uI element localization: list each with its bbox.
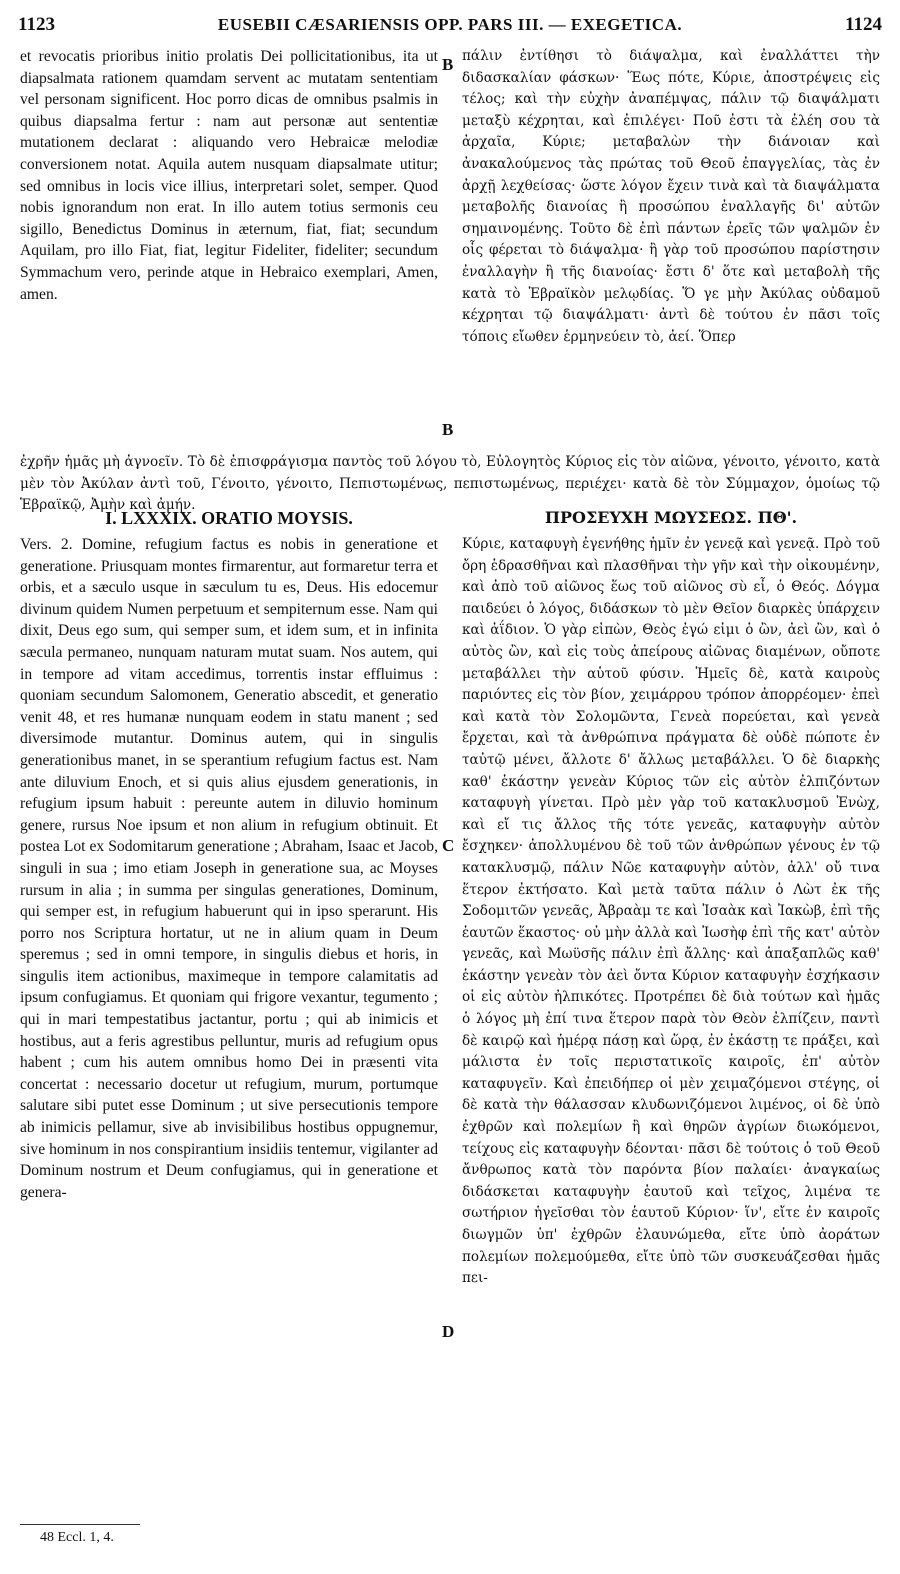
greek-column-top <box>462 46 880 348</box>
running-title: EUSEBII CÆSARIENSIS OPP. PARS III. — EXEGETICA. <box>217 15 683 34</box>
footnote-rule <box>20 1524 140 1525</box>
greek-section-title: ΠΡΟΣΕΥΧΗ ΜΩΥΣΕΩΣ. ΠΘ'. <box>544 508 798 527</box>
latin-column-main <box>20 534 438 1203</box>
right-page-number: 1124 <box>845 14 882 35</box>
latin-column-top <box>20 46 438 305</box>
latin-section-title: I. LXXXIX. ORATIO MOYSIS. <box>105 508 353 528</box>
greek-paragraph-main: Κύριε, καταφυγὴ ἐγενήθης ἡμῖν ἐν γενεᾷ καὶ γενεᾷ. Πρὸ τοῦ ὄρη ἑδρασθῆναι καὶ πλασθῆναι τὴν γῆν καὶ τὴν οἰκουμένην, καὶ ἀπὸ τοῦ αἰῶνος ἕως τοῦ αἰῶνος σὺ εἶ, ὁ Θεός. Δόγμα παιδεύει ὁ λόγος, διδάσκων τὸ μὲν Θεῖον διαρκὲς ὑπάρχειν καὶ ἀΐδιον. Ὁ γὰρ εἰπὼν, Θεὸς ἐγώ εἰμι ὁ ὢν, ἀεὶ ὢν, καὶ ὁ αὐτὸς ὢν, καὶ εἰς τοὺς ἀπείρους αἰῶνας διαμένων, οὔποτε μεταβάλλει τὴν αὑτοῦ φύσιν. Ἡμεῖς δὲ, κατὰ καιροὺς παριόντες εἰς τὸν βίον, χειμάρρου τρόπον ἀπορρέομεν· ἐπεὶ καὶ κατὰ τὸν Σολομῶντα, Γενεὰ πορεύεται, καὶ γενεὰ ἔρχεται, καὶ τὰ ἀνθρώπινα πράγματα δὲ οὐδὲ πώποτε ἐν ταὐτῷ μένει, ἄλλοτε δ' ἄλλως μεταβάλλει. Ὁ δὲ διαρκὴς καθ' ἑκάστην γενεὰν Κύριος τῶν εἰς αὐτὸν ἐλπιζόντων καταφυγὴ γίνεται. Πρὸ μὲν γὰρ τοῦ κατακλυσμοῦ Ἐνὼχ, καὶ εἴ τις ἄλλος τῆς τότε γενεᾶς, καταφυγὴν αὐτὸν ἔσχηκεν· ἀπολλυμένου δὲ τοῦ τῶν ἀνθρώπων γένους ἐν τῷ κατακλυσμῷ, πάλιν Νῶε καταφυγὴν αὐτὸν, ἀλλ' οὔ τινα ἕτερον ἐκτήσατο. Καὶ μετὰ ταῦτα πάλιν ὁ Λὼτ ἐκ τῆς Σοδομιτῶν γενεᾶς, Ἀβραὰμ τε καὶ Ἰσαὰκ καὶ Ἰακὼβ, ἐπὶ τῆς ἑαυτῶν ἕκαστος· οὐ μὴν ἀλλὰ καὶ Ἰωσὴφ ἐπὶ τῆς κατ' αὐτὸν γενεᾶς, καὶ Μωϋσῆς πάλιν ἐπὶ ἄλλης· καὶ ἁπαξαπλῶς καθ' ἑκάστην γενεὰν τὸν ἀεὶ ὄντα Κύριον καταφυγὴν ἐσχήκασιν οἱ εἰς αὐτὸν ἠλπικότες. Προτρέπει δὲ διὰ τούτων καὶ ἡμᾶς ὁ λόγος μὴ ἐπί τινα ἕτερον παρὰ τὸν Θεὸν ἐλπίζειν, παντὶ δὲ καιρῷ καὶ ἡμέρᾳ πάσῃ καὶ ὥρᾳ, ἐν ἑκάστῃ τε πράξει, καὶ μάλιστα ἐν τοῖς περιστατικοῖς καιροῖς, ἐπ' αὐτὸν καταφυγεῖν. Καὶ ἐπειδήπερ οἱ μὲν χειμαζόμενοι στέγης, οἱ δὲ κατὰ τὴν θάλασσαν κλυδωνιζόμενοι λιμένος, οἱ δὲ ὑπὸ ἐχθρῶν καὶ πολεμίων ἢ καὶ θηρῶν ἀγρίων διωκόμενοι, τείχους εἰς καταφυγὴν δέονται· πᾶσι δὲ τούτοις ὁ τοῦ Θεοῦ ἄνθρωπος κατὰ τὸν παρόντα βίον παλαίει· ἀναγκαίως διδάσκεται καταφυγὴν ἑαυτοῦ καὶ τεῖχος, λιμένα τε σωτήριον ἡγεῖσθαι τὸν ἑαυτοῦ Κύριον· ἵν', εἴτε ἐν καιροῖς διωγμῶν ὑπ' ἐχθρῶν ἐλαυνώμεθα, εἴτε ὑπὸ ἀοράτων πολεμίων πολεμούμεθα, εἴτε ὑπὸ τῶν συσκευάζεσθαι ἡμᾶς πει- <box>462 536 880 1287</box>
margin-marker: B <box>442 55 454 74</box>
footnote: 48 Eccl. 1, 4. <box>40 1530 114 1545</box>
greek-paragraph: πάλιν ἐντίθησι τὸ διάψαλμα, καὶ ἐναλλάττει τὴν διδασκαλίαν φάσκων· Ἕως πότε, Κύριε, ἀποστρέψεις εἰς τέλος; καὶ τὴν εὐχὴν ἀναπέμψας, πάλιν τῷ διαψάλματι μεταξὺ κέχρηται, καὶ ἐπιλέγει· Ποῦ ἐστι τὰ ἐλέη σου τὰ ἀρχαῖα, Κύριε; μεταβαλὼν τὴν διάνοιαν καὶ ἀνακαλούμενος τὰς πρώτας τοῦ Θεοῦ ἐπαγγελίας, τὰς ἐν ἀρχῇ λεχθείσας· ὥστε λόγον ἔχειν τινὰ καὶ τὰ διαψάλματα μεταβολῆς διανοίας ἢ προσώπου ἐναλλαγῆς δι' αὐτῶν σημαινομένης. Τοῦτο δὲ ἐπὶ πάντων ἐρεῖς τῶν ψαλμῶν ἐν οἷς φέρεται τὸ διάψαλμα· ἢ γὰρ τοῦ προσώπου παρίστησιν ἐναλλαγὴν ἢ τῆς διανοίας· ἔστι δ' ὅτε καὶ μεταβολὴ τῆς κατὰ τὸ Ἑβραϊκὸν μελῳδίας. Ὅ γε μὴν Ἀκύλας οὐδαμοῦ κέχρηται τῷ διαψάλματι· ἀντὶ δὲ τούτου ἐν πᾶσι τοῖς τόποις εἴωθεν ἑρμηνεύειν τὸ, ἀεί. Ὅπερ <box>462 48 880 345</box>
greek-paragraph-full: ἐχρῆν ἡμᾶς μὴ ἀγνοεῖν. Τὸ δὲ ἐπισφράγισμα παντὸς τοῦ λόγου τὸ, Εὐλογητὸς Κύριος εἰς τὸν αἰῶνα, γένοιτο, γένοιτο, κατὰ μὲν τὸν Ἀκύλαν ἀντὶ τοῦ, Γένοιτο, γένοιτο, Πεπιστωμένως, πεπιστωμένως, περιέχει· κατὰ δὲ τὸν Σύμμαχον, ὁμοίως τῷ Ἑβραϊκῷ, Ἀμὴν καὶ ἀμήν. <box>20 454 880 514</box>
latin-paragraph-main: Vers. 2. Domine, refugium factus es nobis in generatione et generatione. Priusquam montes firmarentur, aut formaretur terra et orbis, et a sæculo usque in sæculum tu es, Deus. His edocemur divinum quidem Numen perpetuum et sempiternum esse. Nam qui dixit, Deus ego sum, qui semper sum, et idem sum, et in infinita sæcula permaneo, nunquam naturam mutat suam. Nos autem, qui in tempore ad vitam accedimus, torrentis instar effluimus : quoniam secundum Salomonem, Generatio abscedit, et generatio venit 48, et res humanæ nunquam eodem in statu manent ; sed diversimode mutantur. Dominus autem, qui in singulis generationibus manet, in se sperantium refugium factus est. Nam ante diluvium Enoch, et si quis alius ejusdem generationis, in refugium ipsum habuit : pereunte autem in diluvio hominum genere, rursus Noe ipsum et non alium in refugium obtinuit. Et postea Lot ex Sodomitarum generatione ; Abraham, Isaac et Jacob, singuli in sua ; imo etiam Joseph in generatione sua, ac Moyses rursum in alia ; in summa per singulas generationes, Dominum, qui semper est, in refugium habuerunt qui in ipso sperarunt. His porro nos Scriptura hortatur, ut ne in alium quam in Deum speremus ; sed in omni tempore, in singulis diebus et horis, in singulis item actionibus, maximeque in tempore calamitatis ad ipsum confugiamus. Et quoniam qui frigore vexantur, tegumento ; qui in mari tempestatibus jactantur, portu ; qui ab inimicis et hostibus, aut a feris agrestibus pelluntur, muris ad refugium opus habent ; cum his autem omnibus homo Dei in præsenti vita concertat : necessario docetur ut refugium, murum, portumque salutare sibi putet esse Dominum ; ut sive persecutionis tempore ab inimicis pellamur, sive ab invisibilibus hostibus oppugnemur, sive hominum in nos conspirantium insidiis tentemur, vigilanter ad Dominum nostrum et Deum confugiamus, qui in generatione et genera- <box>20 536 438 1201</box>
left-page-number: 1123 <box>18 14 55 35</box>
margin-marker: B <box>442 420 454 439</box>
page-header <box>18 10 882 40</box>
latin-paragraph: et revocatis prioribus initio prolatis Dei pollicitationibus, ita ut diapsalmata rationem quamdam servent ac mutatam sententiam vel personam significent. Hoc porro dicas de omnibus psalmis in quibus diapsalma fertur : nam aut personæ aut sententiæ mutationem declarat : aliquando vero Hebraicæ melodiæ conversionem notat. Aquila autem nusquam diapsalmate utitur; sed omnibus in locis vice illius, interpretari solet, semper. Quod nobis ignorandum non erat. In illo autem totius sermonis ceu sigillo, Benedictus Dominus in æternum, fiat, fiat; secundum Aquilam, pro illo Fiat, fiat, legitur Fideliter, fideliter; secundum Symmachum vero, perinde atque in Hebraico exemplari, Amen, amen. <box>20 48 438 303</box>
margin-marker: C <box>442 836 455 855</box>
greek-column-main <box>462 534 880 1290</box>
margin-marker: D <box>442 1322 455 1341</box>
